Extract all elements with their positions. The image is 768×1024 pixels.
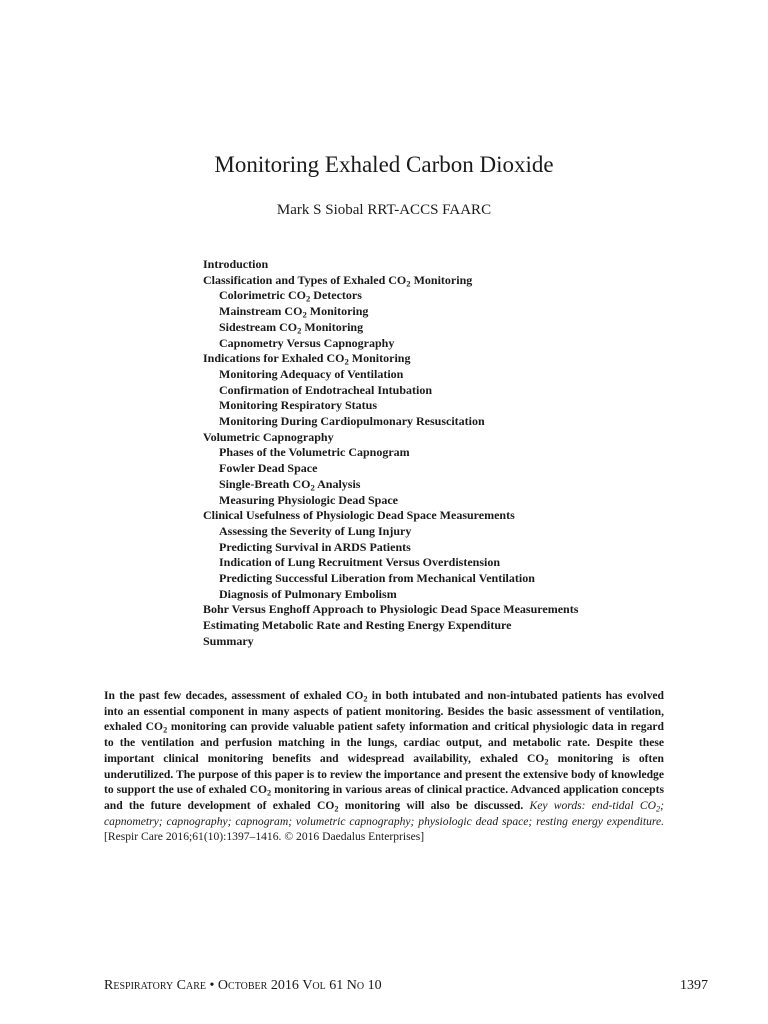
page-number: 1397 xyxy=(680,978,708,993)
toc-subsection: Monitoring Respiratory Status xyxy=(219,398,377,413)
toc-subsection: Predicting Survival in ARDS Patients xyxy=(219,539,411,554)
toc-subsection: Sidestream $CO_2$ Monitoring xyxy=(219,319,364,336)
toc-subsection: Indication of Lung Recruitment Versus Overdistension xyxy=(219,555,501,570)
toc-subsection: Colorimetric $CO_2$ Detectors xyxy=(219,288,362,304)
toc-subsection: Assessing the Severity of Lung Injury xyxy=(219,523,412,538)
toc-subsection: Fowler Dead Space xyxy=(219,461,318,476)
toc-section: Indications for Exhaled $CO_2$ Monitoring xyxy=(203,351,411,367)
volume-label: Vol xyxy=(302,978,326,993)
volume-number: 61 xyxy=(325,978,347,993)
journal-name: Respiratory Care xyxy=(104,978,207,993)
toc-subsection: Measuring Physiologic Dead Space xyxy=(219,492,398,507)
toc-subsection: Phases of the Volumetric Capnogram xyxy=(219,445,410,460)
toc-section: Clinical Usefulness of Physiologic Dead Space Measurements xyxy=(203,508,515,523)
issue-month: October xyxy=(217,978,268,993)
abstract xyxy=(104,688,664,845)
abstract-keywords: Key words: end-tidal $CO_2$; capnometry; capnography; capnogram; volumetric capnography; physiologic dead space; resting energy expenditure. xyxy=(104,798,665,828)
toc-subsection: Capnometry Versus Capnography xyxy=(219,335,395,350)
toc-subsection: Single-Breath $CO_2$ Analysis xyxy=(219,476,361,493)
issue-year: 2016 xyxy=(267,978,303,993)
abstract-citation: [Respir Care 2016;61(10):1397–1416. © 2016 Daedalus Enterprises] xyxy=(104,830,425,844)
toc-section: Introduction xyxy=(203,257,269,271)
toc-subsection: Confirmation of Endotracheal Intubation xyxy=(219,382,433,397)
author-line: Mark S Siobal RRT-ACCS FAARC xyxy=(276,202,492,218)
abstract-body: In the past few decades, assessment of exhaled $CO_2$ in both intubated and non-intubated patients has evolved into an essential component in many aspects of patient monitoring. Besides the basic assessment of ventilation, exhaled $CO_2$ monitoring can provide valuable patient safety information and critical physiologic data in regard to the ventilation and perfusion matching in the lungs, cardiac output, and metabolic rate. Despite these important clinical monitoring benefits and widespread availability, exhaled $CO_2$ monitoring is often underutilized. The purpose of this paper is to review the importance and present the extensive body of knowledge to support the use of exhaled $CO_2$ monitoring in various areas of clinical practice. Advanced application concepts and the future development of exhaled $CO_2$ monitoring will also be discussed. xyxy=(104,689,664,814)
toc-subsection: Mainstream $CO_2$ Monitoring xyxy=(219,304,369,320)
issue-number: 10 xyxy=(364,978,382,993)
article-title: Monitoring Exhaled Carbon Dioxide xyxy=(214,152,554,177)
issue-number-label: No xyxy=(346,978,365,993)
toc-section: Volumetric Capnography xyxy=(203,429,334,444)
toc-section: Estimating Metabolic Rate and Resting Energy Expenditure xyxy=(203,618,512,633)
toc-subsection: Monitoring Adequacy of Ventilation xyxy=(219,366,404,381)
toc-subsection: Predicting Successful Liberation from Mechanical Ventilation xyxy=(219,571,535,586)
footer-bullet: • xyxy=(206,978,218,993)
toc-section: Classification and Types of Exhaled $CO_2$ Monitoring xyxy=(203,272,473,289)
table-of-contents xyxy=(203,257,683,650)
page-footer xyxy=(104,976,708,996)
toc-section: Summary xyxy=(203,633,254,648)
toc-section: Bohr Versus Enghoff Approach to Physiologic Dead Space Measurements xyxy=(203,602,579,617)
toc-subsection: Monitoring During Cardiopulmonary Resuscitation xyxy=(219,414,485,429)
toc-subsection: Diagnosis of Pulmonary Embolism xyxy=(219,586,397,601)
journal-issue-line xyxy=(104,976,382,996)
